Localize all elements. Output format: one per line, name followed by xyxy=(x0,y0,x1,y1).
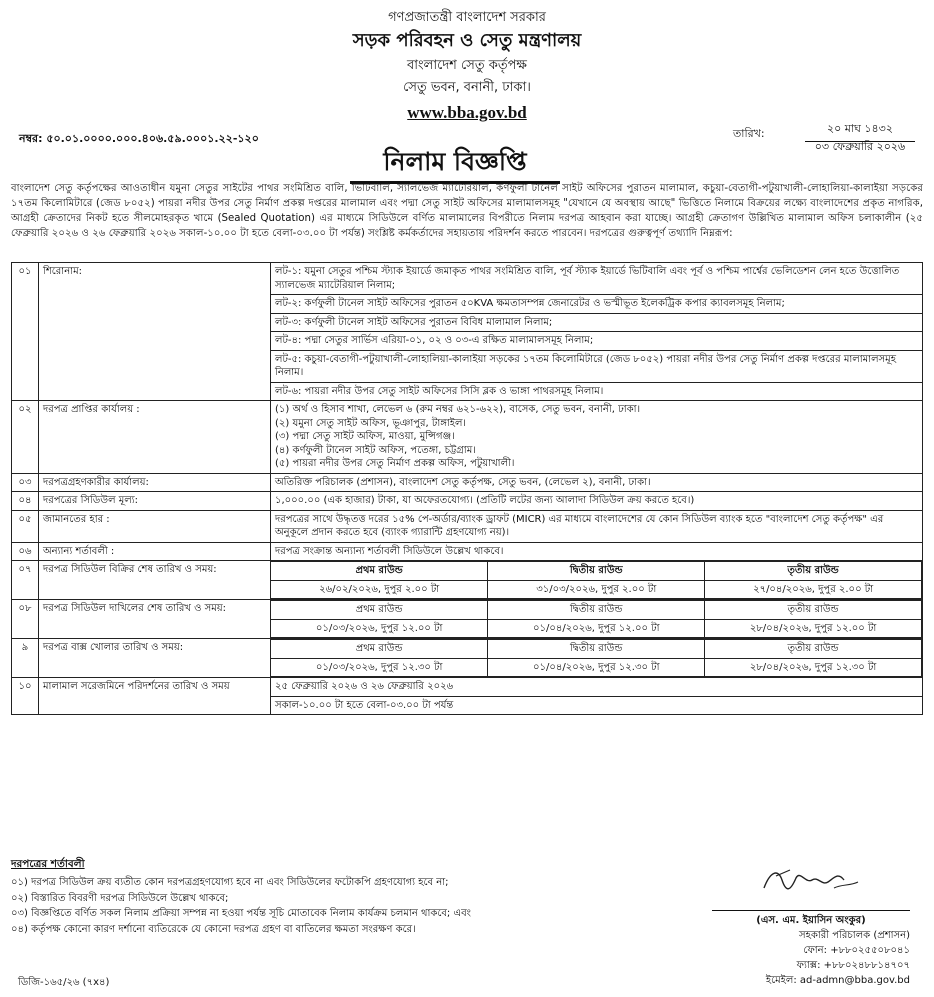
row-number: ০৮ xyxy=(12,600,39,639)
row-number: ০৪ xyxy=(12,492,39,511)
table-row xyxy=(12,401,923,474)
row-label: মালামাল সরেজমিনে পরিদর্শনের তারিখ ও সময় xyxy=(39,678,271,715)
date-bangla: ২০ মাঘ ১৪৩২ xyxy=(805,120,915,142)
authority-name: বাংলাদেশ সেতু কর্তৃপক্ষ xyxy=(407,58,527,73)
rounds-table xyxy=(271,561,922,599)
office-item: (২) যমুনা সেতু সাইট অফিস, ভূঞাপুর, টাঙ্গাইল। xyxy=(275,417,466,429)
round-heading: দ্বিতীয় রাউন্ড xyxy=(488,601,705,620)
table-row xyxy=(12,492,923,511)
round-heading: প্রথম রাউন্ড xyxy=(271,640,488,659)
inspection-dates: ২৫ ফেব্রুয়ারি ২০২৬ ও ২৬ ফেব্রুয়ারি ২০২৬ xyxy=(271,678,922,697)
round-heading: প্রথম রাউন্ড xyxy=(271,601,488,620)
row-label: দরপত্রগ্রহণকারীর কার্যালয়: xyxy=(39,473,271,492)
ministry-name: সড়ক পরিবহন ও সেতু মন্ত্রণালয় xyxy=(352,30,582,51)
office-item: (১) অর্থ ও হিসাব শাখা, লেভেল ৬ (রুম নম্বর ৬২১-৬২২), বাসেক, সেতু ভবন, বনানী, ঢাকা। xyxy=(275,404,641,415)
round-date: ০১/০৩/২০২৬, দুপুর ১২.৩০ টা xyxy=(271,658,488,677)
terms-section xyxy=(11,857,471,938)
row-label: দরপত্র সিডিউল দাখিলের শেষ তারিখ ও সময়: xyxy=(39,600,271,639)
round-date: ২৭/০৪/২০২৬, দুপুর ২.০০ টা xyxy=(705,580,922,599)
round-heading: দ্বিতীয় রাউন্ড xyxy=(488,640,705,659)
row-number: ১০ xyxy=(12,678,39,715)
row-number: ০১ xyxy=(12,263,39,401)
office-item: (৪) কর্ণফুলী টানেল সাইট অফিস, পতেঙ্গা, চট্টগ্রাম। xyxy=(275,444,476,456)
row-label: শিরোনাম: xyxy=(39,263,271,401)
row-label: দরপত্র প্রাপ্তির কার্যালয় : xyxy=(39,401,271,474)
table-row xyxy=(12,678,923,715)
row-number: ০২ xyxy=(12,401,39,474)
round-date: ২৮/০৪/২০২৬, দুপুর ১২.৩০ টা xyxy=(705,658,922,677)
table-row xyxy=(12,600,923,639)
table-row xyxy=(12,510,923,542)
lot-item: লট-৫: কচুয়া-বেতাগী-পটুয়াখালী-লোহালিয়া-কালাইয়া সড়কের ১৭তম কিলোমিটারে (জেড ৮০৫২) পায়রা নদীর উপর সেতু নির্মাণ প্রকল্প দপ্তরের মালামালসমূহ নিলাম। xyxy=(271,351,922,383)
authority-address: সেতু ভবন, বনানী, ঢাকা। xyxy=(403,80,531,95)
inspection-time: সকাল-১০.০০ টা হতে বেলা-০৩.০০ টা পর্যন্ত xyxy=(275,699,454,711)
table-row xyxy=(12,639,923,678)
lot-item: লট-৪: পদ্মা সেতুর সার্ভিস এরিয়া-০১, ০২ ও ০৩-এ রক্ষিত মালামালসমূহ নিলাম; xyxy=(271,332,922,351)
term-item: ০৪) কর্তৃপক্ষ কোনো কারণ দর্শানো ব্যতিরেকে যে কোনো দরপত্র গ্রহণ বা বাতিলের ক্ষমতা সংরক্ষণ করে। xyxy=(11,924,416,936)
round-heading: তৃতীয় রাউন্ড xyxy=(705,640,922,659)
row-value: ১,০০০.০০ (এক হাজার) টাকা, যা অফেরতযোগ্য। (প্রতিটি লটের জন্য আলাদা সিডিউল ক্রয় করতে হবে।) xyxy=(271,492,923,511)
lot-item: লট-২: কর্ণফুলী টানেল সাইট অফিসের পুরাতন ৫০KVA ক্ষমতাসম্পন্ন জেনারেটর ও ভস্মীভূত ইলেকট্রিক কপার ক্যাবলসমূহ নিলাম; xyxy=(271,295,922,314)
date-label: তারিখ: xyxy=(733,127,765,140)
round-heading: তৃতীয় রাউন্ড xyxy=(705,601,922,620)
round-date: ২৬/০২/২০২৬, দুপুর ২.০০ টা xyxy=(271,580,488,599)
row-number: ৯ xyxy=(12,639,39,678)
table-row xyxy=(12,473,923,492)
lot-item: লট-১: যমুনা সেতুর পশ্চিম স্ট্যাক ইয়ার্ডে জমাকৃত পাথর সংমিশ্রিত বালি, পূর্ব স্ট্যাক ইয়ার্ডে ভিটিবালি এবং পূর্ব ও পশ্চিম পার্শ্বের ভেলিডেশন লেন হতে উত্তোলিত স্যালভেজ ম্যাটেরিয়াল নিলাম; xyxy=(271,263,922,295)
row-label: অন্যান্য শর্তাবলী : xyxy=(39,542,271,561)
office-list xyxy=(271,401,923,474)
signatory-name: (এস. এম. ইয়াসিন অংকুর) xyxy=(712,910,910,930)
signatory-designation: সহকারী পরিচালক (প্রশাসন) xyxy=(798,930,910,941)
office-item: (৫) পায়রা নদীর উপর সেতু নির্মাণ প্রকল্প অফিস, পটুয়াখালী। xyxy=(275,458,515,469)
terms-heading: দরপত্রের শর্তাবলী xyxy=(11,858,85,870)
intro-paragraph: বাংলাদেশ সেতু কর্তৃপক্ষের আওতাধীন যমুনা সেতুর সাইটের পাথর সংমিশ্রিত বালি, ভিটিবালি, স্যালভেজ ম্যাটেরিয়াল, কর্ণফুলী টানেল সাইট অফিসের পুরাতন মালামাল, কচুয়া-বেতাগী-পটুয়াখালী-লোহালিয়া-কালাইয়া সড়কের ১৭তম কিলোমিটারে (জেড ৮০৫২) পায়রা নদীর উপর সেতু নির্মাণ প্রকল্প দপ্তরের মালামাল এবং পদ্মা সেতু সাইট অফিসের মালামালসমূহ "যেখানে যে অবস্থায় আছে" ভিত্তিতে নিলামে বিক্রয়ের লক্ষ্যে বাংলাদেশের প্রকৃত নাগরিক, আগ্রহী ক্রেতাদের নিকট হতে সীলমোহরকৃত খামে (Sealed Quotation) এর মাধ্যমে সিডিউলে বর্ণিত মালামালের বিপরীতে নিলাম দরপত্র আহবান করা যাচ্ছে। আগ্রহী ক্রেতাগণ উল্লিখিত মালামাল অফিস চলাকালীন (২৫ ফেব্রুয়ারি ২০২৬ ও ২৬ ফেব্রুয়ারি ২০২৬ সকাল-১০.০০ টা হতে বেলা-০৩.০০ টা পর্যন্ত) সংশ্লিষ্ট কর্মকর্তাদের সহায়তায় পরিদর্শন করতে পারবেন। দরপত্রের গুরুত্বপূর্ণ তথ্যাদি নিম্নরূপ: xyxy=(11,183,923,239)
rounds-table xyxy=(271,639,922,677)
row-label: দরপত্র বাক্স খোলার তারিখ ও সময়: xyxy=(39,639,271,678)
table-row xyxy=(12,561,923,600)
memo-number: নম্বর: ৫০.০১.০০০০.০০০.৪০৬.৫৯.০০০১.২২-১২০ xyxy=(19,132,259,145)
row-value: দরপত্রের সাথে উদ্ধৃতত্ত দরের ১৫% পে-অর্ডার/ব্যাংক ড্রাফট (MICR) এর মাধ্যমে বাংলাদেশের যে কোন সিডিউল ব্যাংক হতে "বাংলাদেশ সেতু কর্তৃপক্ষ" এর অনুকূলে প্রদান করতে হবে (ব্যাংক গ্যারান্টি গ্রহণযোগ্য নয়)। xyxy=(271,510,923,542)
signatory-phone: ফোন: +৮৮০২৫৫০৮০৪১ xyxy=(803,945,910,956)
row-number: ০৫ xyxy=(12,510,39,542)
row-number: ০৩ xyxy=(12,473,39,492)
row-label: দরপত্রের সিডিউল মূল্য: xyxy=(39,492,271,511)
office-item: (৩) পদ্মা সেতু সাইট অফিস, মাওয়া, মুন্সিগঞ্জ। xyxy=(275,431,455,442)
row-label: দরপত্র সিডিউল বিক্রির শেষ তারিখ ও সময়: xyxy=(39,561,271,600)
signatory-fax: ফ্যাক্স: +৮৮০২৪৮৮১৪৭০৭ xyxy=(796,960,910,971)
row-number: ০৬ xyxy=(12,542,39,561)
term-item: ০১) দরপত্র সিডিউল ক্রয় ব্যতীত কোন দরপত্রগ্রহণযোগ্য হবে না এবং সিডিউলের ফটোকপি গ্রহণযোগ্য হবে না; xyxy=(11,876,449,888)
rounds-table xyxy=(271,600,922,638)
table-row xyxy=(12,263,923,401)
round-heading: তৃতীয় রাউন্ড xyxy=(705,562,922,581)
round-heading: প্রথম রাউন্ড xyxy=(271,562,488,581)
table-row xyxy=(12,542,923,561)
row-value: অতিরিক্ত পরিচালক (প্রশাসন), বাংলাদেশ সেতু কর্তৃপক্ষ, সেতু ভবন, (লেভেল ২), বনানী, ঢাকা। xyxy=(271,473,923,492)
date-english: ০৩ ফেব্রুয়ারি ২০২৬ xyxy=(814,140,906,153)
round-date: ৩১/০৩/২০২৬, দুপুর ২.০০ টা xyxy=(488,580,705,599)
website-link[interactable]: www.bba.gov.bd xyxy=(407,103,527,122)
term-item: ০২) বিস্তারিত বিবরণী দরপত্র সিডিউলে উল্লেখ থাকবে; xyxy=(11,892,229,904)
row-number: ০৭ xyxy=(12,561,39,600)
footer-code: ডিজি-১৬৫/২৬ (৭x৪) xyxy=(18,977,110,988)
lot-list xyxy=(271,263,923,401)
round-date: ০১/০৪/২০২৬, দুপুর ১২.০০ টা xyxy=(488,619,705,638)
round-heading: দ্বিতীয় রাউন্ড xyxy=(488,562,705,581)
round-date: ০১/০৪/২০২৬, দুপুর ১২.৩০ টা xyxy=(488,658,705,677)
handwritten-signature xyxy=(756,858,866,904)
info-table xyxy=(11,262,923,715)
notice-title: নিলাম বিজ্ঞপ্তি xyxy=(335,143,575,181)
round-date: ০১/০৩/২০২৬, দুপুর ১২.০০ টা xyxy=(271,619,488,638)
term-item: ০৩) বিজ্ঞপ্তিতে বর্ণিত সকল নিলাম প্রক্রিয়া সম্পন্ন না হওয়া পর্যন্ত সূচি মোতাবেক নিলাম কার্যক্রম চলমান থাকবে; এবং xyxy=(11,908,471,920)
signatory-email: ইমেইল: ad-admn@bba.gov.bd xyxy=(765,975,910,986)
government-name: গণপ্রজাতন্ত্রী বাংলাদেশ সরকার xyxy=(388,10,546,25)
round-date: ২৮/০৪/২০২৬, দুপুর ১২.০০ টা xyxy=(705,619,922,638)
lot-item: লট-৩: কর্ণফুলী টানেল সাইট অফিসের পুরাতন বিবিধ মালামাল নিলাম; xyxy=(271,314,922,333)
row-value: দরপত্র সংক্রান্ত অন্যান্য শর্তাবলী সিডিউলে উল্লেখ থাকবে। xyxy=(271,542,923,561)
row-label: জামানতের হার : xyxy=(39,510,271,542)
lot-item: লট-৬: পায়রা নদীর উপর সেতু সাইট অফিসের সিসি ব্লক ও ভাঙ্গা পাথরসমূহ নিলাম। xyxy=(275,385,604,397)
